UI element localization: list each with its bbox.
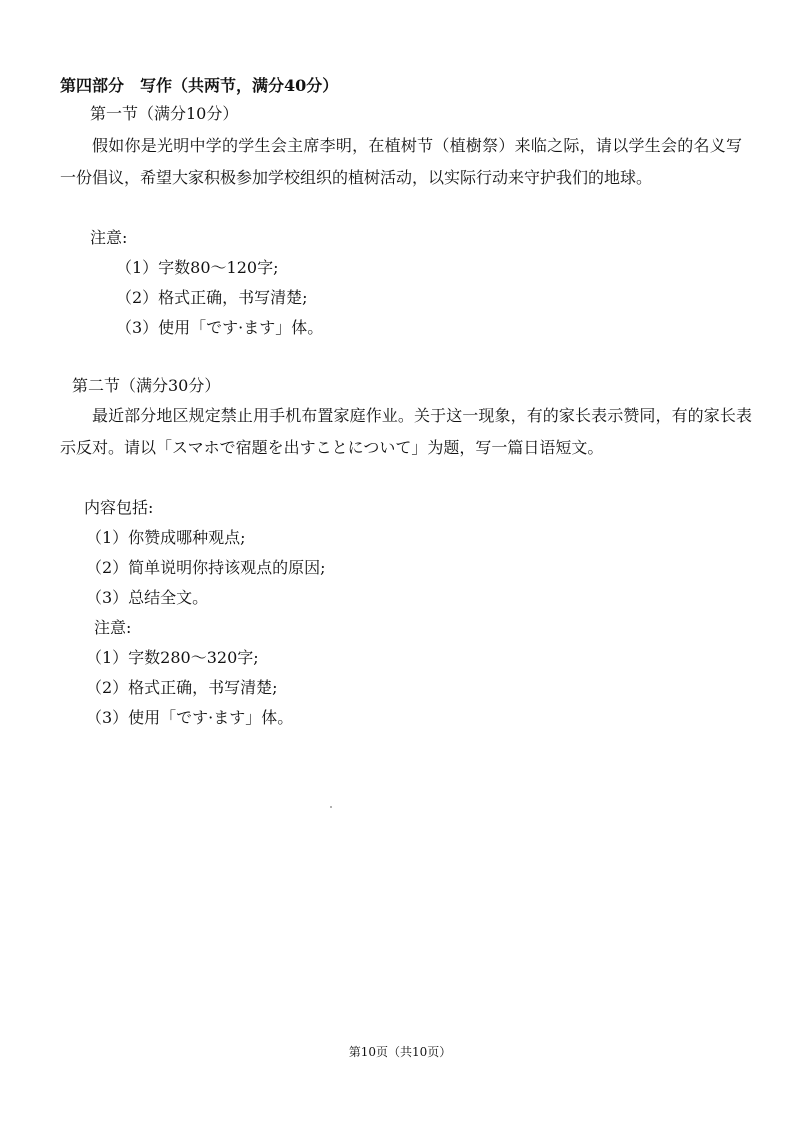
section1-note-3: （3）使用「です·ます」体。 xyxy=(116,318,324,337)
section1-note-1: （1）字数80～120字; xyxy=(116,258,279,277)
section2-paragraph: 最近部分地区规定禁止用手机布置家庭作业。关于这一现象，有的家长表示赞同，有的家长表示反对。请以「スマホで宿題を出すことについて」为题，写一篇日语短文。 xyxy=(60,406,752,457)
section2-content-label: 内容包括: xyxy=(84,498,154,517)
section2-content-item-2: （2）简单说明你持该观点的原因; xyxy=(86,558,326,577)
page-footer: 第10页（共10页） xyxy=(348,1045,452,1059)
section1-paragraph: 假如你是光明中学的学生会主席李明，在植树节（植樹祭）来临之际，请以学生会的名义写一份倡议，希望大家积极参加学校组织的植树活动，以实际行动来守护我们的地球。 xyxy=(60,136,742,187)
scan-speck xyxy=(330,806,332,808)
section2-note-3: （3）使用「です·ます」体。 xyxy=(86,708,294,727)
section1-heading: 第一节（满分10分） xyxy=(90,104,239,123)
section2-heading: 第二节（满分30分） xyxy=(72,376,221,395)
section1-note-2: （2）格式正确，书写清楚; xyxy=(116,288,308,307)
section2-note-label: 注意: xyxy=(94,618,132,637)
section2-content-item-3: （3）总结全文。 xyxy=(86,588,209,607)
section2-note-1: （1）字数280～320字; xyxy=(86,648,259,667)
part-heading: 第四部分 写作（共两节，满分40分） xyxy=(60,76,339,95)
section2-note-2: （2）格式正确，书写清楚; xyxy=(86,678,278,697)
section1-note-label: 注意: xyxy=(90,228,128,247)
section2-content-item-1: （1）你赞成哪种观点; xyxy=(86,528,246,547)
